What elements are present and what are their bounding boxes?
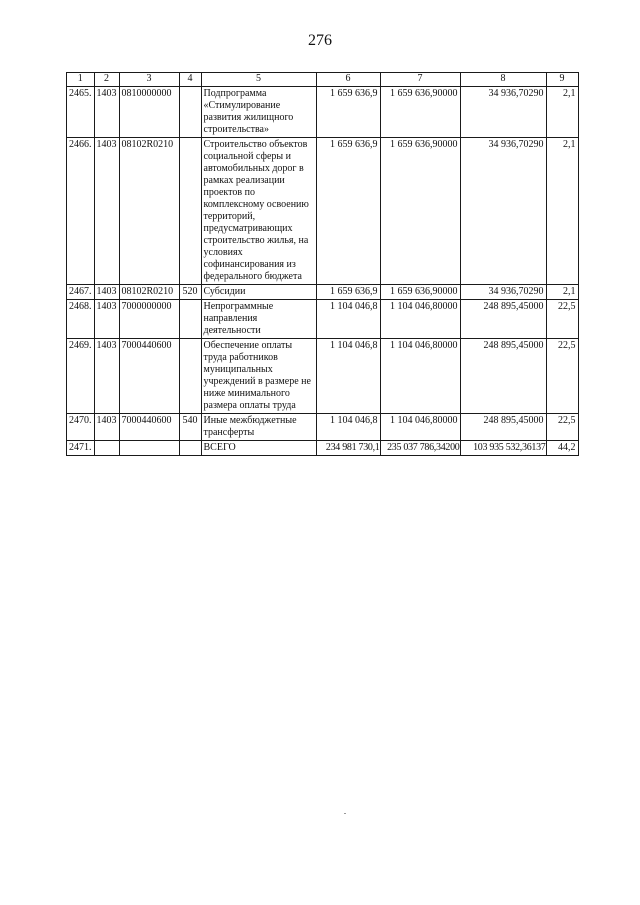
executed-amount: 34 936,70290 [460,138,546,285]
column-header: 9 [546,73,578,87]
refined-amount: 1 659 636,90000 [380,87,460,138]
column-header: 8 [460,73,546,87]
target-article-code: 08102R0210 [119,285,179,300]
planned-amount: 1 104 046,8 [316,339,380,414]
executed-amount: 248 895,45000 [460,339,546,414]
executed-amount: 34 936,70290 [460,285,546,300]
row-number: 2465. [67,87,95,138]
expense-type-code [179,300,201,339]
planned-amount: 1 659 636,9 [316,138,380,285]
planned-amount: 1 104 046,8 [316,300,380,339]
section-code: 1403 [94,339,119,414]
table-row [67,414,579,441]
total-executed-amount: 103 935 532,36137 [460,441,546,456]
row-number: 2466. [67,138,95,285]
empty-cell [119,441,179,456]
section-code: 1403 [94,414,119,441]
column-header: 4 [179,73,201,87]
execution-percent: 2,1 [546,285,578,300]
executed-amount: 248 895,45000 [460,414,546,441]
expense-type-code [179,138,201,285]
column-header: 2 [94,73,119,87]
section-code: 1403 [94,285,119,300]
column-header: 1 [67,73,95,87]
row-number: 2470. [67,414,95,441]
execution-percent: 22,5 [546,300,578,339]
column-header: 5 [201,73,316,87]
total-label: ВСЕГО [201,441,316,456]
refined-amount: 1 104 046,80000 [380,300,460,339]
planned-amount: 1 104 046,8 [316,414,380,441]
item-description: Иные межбюджетные трансферты [201,414,316,441]
item-description: Субсидии [201,285,316,300]
expense-type-code: 520 [179,285,201,300]
total-row [67,441,579,456]
item-description: Строительство объектов социальной сферы и автомобильных дорог в рамках реализации проектов по комплексному освоению территорий, предусматривающих строительство жилья, на условиях софинансирования из федерального бюджета [201,138,316,285]
refined-amount: 1 659 636,90000 [380,138,460,285]
empty-cell [179,441,201,456]
planned-amount: 1 659 636,9 [316,285,380,300]
table-row [67,339,579,414]
table-row [67,87,579,138]
page-number: 276 [308,32,332,49]
refined-amount: 1 104 046,80000 [380,414,460,441]
budget-table [66,72,579,456]
empty-cell [94,441,119,456]
planned-amount: 1 659 636,9 [316,87,380,138]
row-number: 2469. [67,339,95,414]
target-article-code: 0810000000 [119,87,179,138]
item-description: Обеспечение оплаты труда работников муниципальных учреждений в размере не ниже минимального размера оплаты труда [201,339,316,414]
total-refined-amount: 235 037 786,34200 [380,441,460,456]
total-planned-amount: 234 981 730,1 [316,441,380,456]
column-header: 3 [119,73,179,87]
table-row [67,285,579,300]
table-row [67,138,579,285]
row-number: 2471. [67,441,95,456]
table-row [67,300,579,339]
column-header: 7 [380,73,460,87]
target-article-code: 7000000000 [119,300,179,339]
target-article-code: 7000440600 [119,339,179,414]
executed-amount: 248 895,45000 [460,300,546,339]
refined-amount: 1 659 636,90000 [380,285,460,300]
row-number: 2467. [67,285,95,300]
expense-type-code: 540 [179,414,201,441]
expense-type-code [179,339,201,414]
execution-percent: 22,5 [546,414,578,441]
item-description: Непрограммные направления деятельности [201,300,316,339]
execution-percent: 2,1 [546,87,578,138]
section-code: 1403 [94,138,119,285]
execution-percent: 2,1 [546,138,578,285]
section-code: 1403 [94,87,119,138]
refined-amount: 1 104 046,80000 [380,339,460,414]
target-article-code: 08102R0210 [119,138,179,285]
row-number: 2468. [67,300,95,339]
expense-type-code [179,87,201,138]
item-description: Подпрограмма «Стимулирование развития жилищного строительства» [201,87,316,138]
executed-amount: 34 936,70290 [460,87,546,138]
section-code: 1403 [94,300,119,339]
target-article-code: 7000440600 [119,414,179,441]
table-header-row [67,73,579,87]
scan-speck [344,813,346,814]
execution-percent: 22,5 [546,339,578,414]
column-header: 6 [316,73,380,87]
total-execution-percent: 44,2 [546,441,578,456]
